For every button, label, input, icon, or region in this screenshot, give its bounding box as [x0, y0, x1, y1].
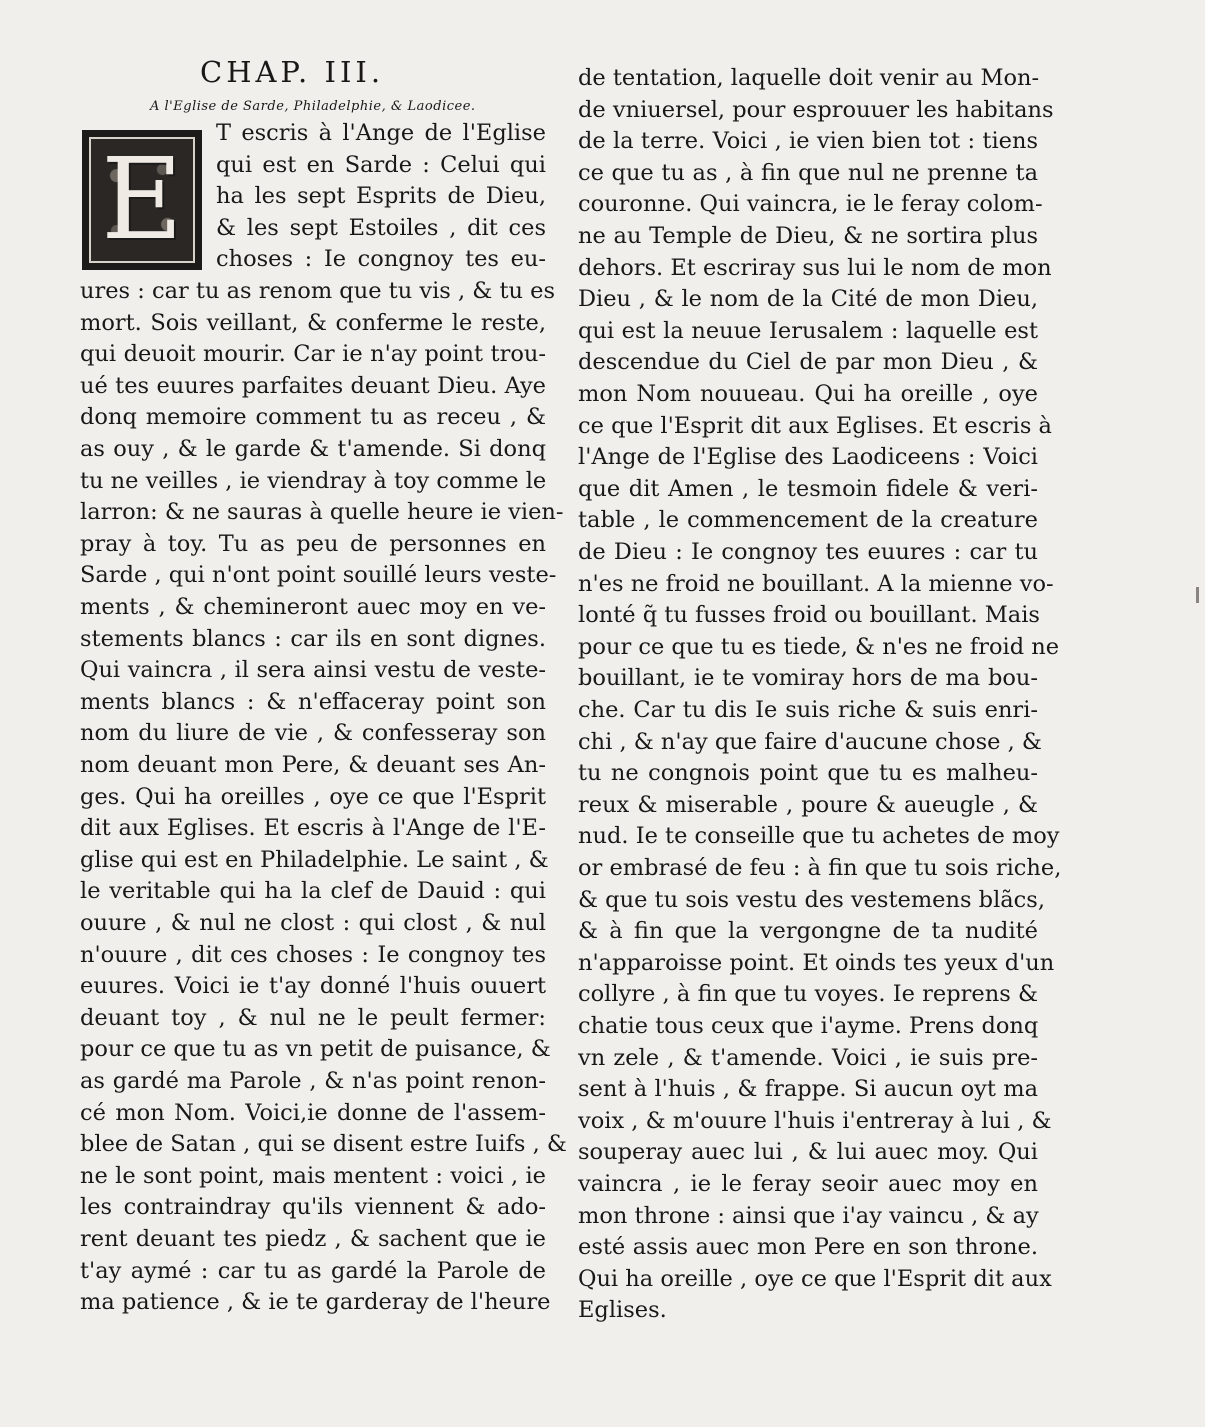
text-line: lonté q̃ tu fusses froid ou bouillant. Mais [578, 602, 1040, 629]
text-line: ments blancs : & n'effaceray point son [80, 688, 546, 715]
chapter-heading: CHAP. III. [200, 55, 385, 89]
text-line: ne au Temple de Dieu, & ne sortira plus [578, 223, 1038, 249]
text-line: bouillant, ie te vomiray hors de ma bou- [578, 665, 1038, 692]
text-line: ouure , & nul ne clost : qui clost , & nul [80, 910, 546, 936]
text-line: rent deuant tes piedz , & sachent que ie [80, 1226, 546, 1252]
text-line: nud. Ie te conseille que tu achetes de moy [578, 823, 1060, 850]
text-line: table , le commencement de la creature [578, 507, 1038, 534]
text-line: T escris à l'Ange de l'Eglise [216, 120, 546, 146]
text-line: ha les sept Esprits de Dieu, [216, 183, 546, 210]
text-line: tu ne veilles , ie viendray à toy comme le [80, 467, 547, 494]
text-line: stements blancs : car ils en sont dignes. [80, 625, 546, 652]
text-line: as gardé ma Parole , & n'as point renon- [80, 1068, 546, 1094]
text-line: dehors. Et escriray sus lui le nom de mon [578, 254, 1052, 281]
ornamental-initial-e [82, 130, 202, 270]
text-line: n'es ne froid ne bouillant. A la mienne vo- [578, 570, 1054, 597]
text-line: choses : Ie congnoy tes eu- [216, 246, 546, 273]
text-line: pour ce que tu es tiede, & n'es ne froid ne [578, 633, 1060, 660]
text-line: de vniuersel, pour esprouuer les habitans [578, 96, 1054, 123]
text-line: l'Ange de l'Eglise des Laodiceens : Voici [578, 444, 1038, 471]
text-line: ce que tu as , à fin que nul ne prenne ta [578, 159, 1038, 186]
text-line: voix , & m'ouure l'huis i'entreray à lui , & [578, 1107, 1052, 1134]
text-line: t'ay aymé : car tu as gardé la Parole de [80, 1257, 546, 1284]
ornamental-initial-letter: E [101, 135, 183, 265]
text-line: les contraindray qu'ils viennent & ado- [80, 1194, 546, 1221]
text-line: de la terre. Voici , ie vien bien tot : tiens [578, 128, 1038, 155]
text-line: pour ce que tu as vn petit de puisance, & [80, 1036, 551, 1063]
text-line: qui deuoit mourir. Car ie n'ay point trou- [80, 341, 546, 368]
text-line: larron: & ne sauras à quelle heure ie vien- [80, 499, 564, 526]
text-line: & à fin que la vergongne de ta nudité [578, 918, 1038, 945]
text-line: couronne. Qui vaincra, ie le feray colom- [578, 191, 1043, 218]
text-line: Dieu , & le nom de la Cité de mon Dieu, [578, 286, 1038, 313]
text-line: ne le sont point, mais mentent : voici , ie [80, 1162, 546, 1189]
text-line: Qui ha oreille , oye ce que l'Esprit dit aux [578, 1265, 1052, 1292]
text-line: Sarde , qui n'ont point souillé leurs veste- [80, 562, 557, 589]
text-line: n'ouure , dit ces choses : Ie congnoy tes [80, 941, 546, 968]
text-line: tu ne congnois point que tu es malheu- [578, 760, 1038, 787]
text-line: ma patience , & ie te garderay de l'heure [80, 1289, 551, 1316]
text-line: che. Car tu dis Ie suis riche & suis enri- [578, 697, 1038, 723]
text-line: as ouy , & le garde & t'amende. Si donq [80, 436, 546, 462]
text-line: esté assis auec mon Pere en son throne. [578, 1234, 1038, 1261]
text-line: qui est la neuue Ierusalem : laquelle est [578, 317, 1038, 344]
text-line: pray à toy. Tu as peu de personnes en [80, 530, 546, 557]
text-line: descendue du Ciel de par mon Dieu , & [578, 349, 1038, 376]
text-line: vn zele , & t'amende. Voici , ie suis pre- [578, 1044, 1038, 1071]
text-line: donq memoire comment tu as receu , & [80, 404, 546, 431]
text-line: chi , & n'ay que faire d'aucune chose , & [578, 728, 1042, 755]
text-line: blee de Satan , qui se disent estre Iuifs , & [80, 1131, 567, 1158]
text-line: que dit Amen , le tesmoin fidele & veri- [578, 475, 1038, 502]
text-line: ué tes euures parfaites deuant Dieu. Aye [80, 372, 546, 399]
text-line: mon throne : ainsi que i'ay vaincu , & ay [578, 1202, 1039, 1229]
text-line: Eglises. [578, 1297, 667, 1324]
text-line: chatie tous ceux que i'ayme. Prens donq [578, 1013, 1039, 1039]
text-line: qui est en Sarde : Celui qui [216, 151, 546, 178]
margin-mark [1196, 587, 1199, 603]
text-line: le veritable qui ha la clef de Dauid : qui [80, 878, 546, 905]
text-line: nom deuant mon Pere, & deuant ses An- [80, 752, 546, 778]
text-line: souperay auec lui , & lui auec moy. Qui [578, 1139, 1038, 1166]
text-line: de Dieu : Ie congnoy tes euures : car tu [578, 539, 1038, 565]
text-line: deuant toy , & nul ne le peult fermer: [80, 1004, 546, 1031]
text-line: reux & miserable , poure & aueugle , & [578, 791, 1038, 818]
text-line: dit aux Eglises. Et escris à l'Ange de l'E- [80, 815, 546, 842]
text-line: nom du liure de vie , & confesseray son [80, 720, 546, 747]
text-line: euures. Voici ie t'ay donné l'huis ouuert [80, 973, 546, 1000]
chapter-subtitle: A l'Eglise de Sarde, Philadelphie, & Laodicee. [150, 99, 476, 114]
text-line: collyre , à fin que tu voyes. Ie reprens & [578, 981, 1038, 1008]
text-line: ges. Qui ha oreilles , oye ce que l'Esprit [80, 783, 546, 810]
text-line: mon Nom nouueau. Qui ha oreille , oye [578, 381, 1038, 407]
text-line: glise qui est en Philadelphie. Le saint , & [80, 846, 549, 873]
text-line: vaincra , ie le feray seoir auec moy en [578, 1171, 1038, 1197]
text-line: n'apparoisse point. Et oinds tes yeux d'un [578, 949, 1055, 976]
text-line: or embrasé de feu : à fin que tu sois riche, [578, 855, 1062, 881]
text-line: de tentation, laquelle doit venir au Mon- [578, 65, 1040, 91]
text-line: ments , & chemineront auec moy en ve- [80, 594, 546, 620]
text-line: ures : car tu as renom que tu vis , & tu es [80, 278, 555, 304]
text-line: & que tu sois vestu des vestemens blãcs, [578, 886, 1045, 913]
text-line: cé mon Nom. Voici,ie donne de l'assem- [80, 1099, 546, 1126]
text-line: mort. Sois veillant, & conferme le reste, [80, 309, 546, 336]
text-line: ce que l'Esprit dit aux Eglises. Et escris à [578, 412, 1052, 439]
text-line: Qui vaincra , il sera ainsi vestu de veste- [80, 657, 546, 684]
text-line: & les sept Estoiles , dit ces [216, 214, 546, 241]
text-line: sent à l'huis , & frappe. Si aucun oyt ma [578, 1076, 1038, 1103]
